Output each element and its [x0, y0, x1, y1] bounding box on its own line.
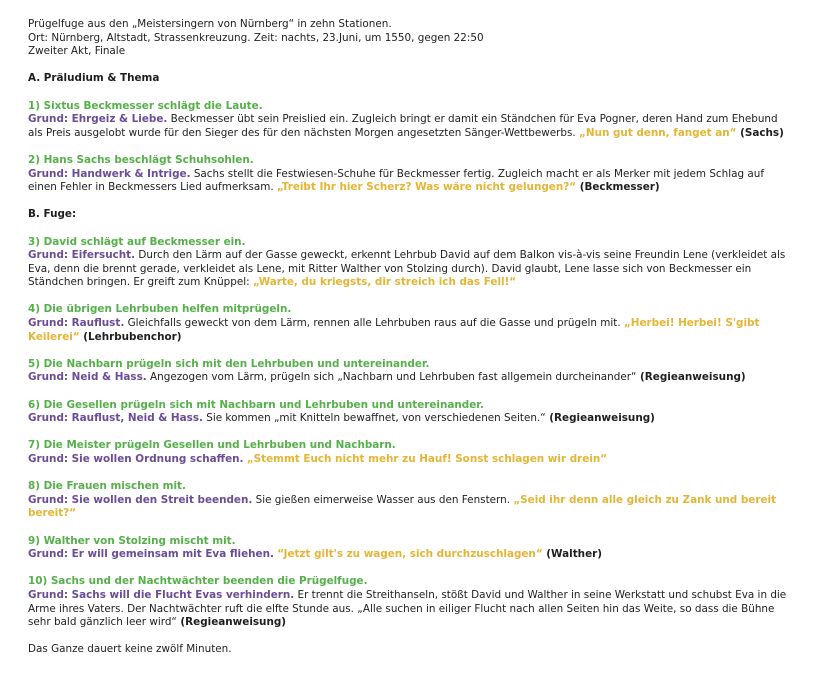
- station-body: [28, 113, 795, 140]
- station-body: [28, 249, 795, 290]
- section-a-heading: A. Präludium & Thema: [28, 72, 160, 85]
- station-speaker: (Walther): [542, 548, 602, 561]
- station-title: 5) Die Nachbarn prügeln sich mit den Lehrbuben und untereinander.: [28, 357, 430, 370]
- station-title: 7) Die Meister prügeln Gesellen und Lehrbuben und Nachbarn.: [28, 439, 396, 452]
- station: [28, 100, 795, 154]
- station: [28, 535, 795, 576]
- station-grund: Grund: Er will gemeinsam mit Eva fliehen.: [28, 548, 274, 561]
- station-title: 1) Sixtus Beckmesser schlägt die Laute.: [28, 99, 263, 112]
- station-quote: „Treibt Ihr hier Scherz? Was wäre nicht gelungen?“: [277, 181, 577, 194]
- station-body: [28, 589, 795, 630]
- station-grund: Grund: Ehrgeiz & Liebe.: [28, 113, 168, 126]
- station: [28, 480, 795, 534]
- header-line-1: Prügelfuge aus den „Meistersingern von Nürnberg“ in zehn Stationen.: [28, 18, 392, 30]
- station-quote: „Seid ihr denn alle gleich zu Zank und bereit bereit?“: [28, 493, 777, 520]
- station-text: Sachs stellt die Festwiesen-Schuhe für Beckmesser fertig. Zugleich macht er als Merker mit jedem Schlag auf einen Fehler in Beckmessers Lied aufmerksam.: [28, 167, 764, 194]
- station-text: Er trennt die Streithanseln, stößt David und Walther in seine Werkstatt und schubst Eva in die Arme ihres Vaters. Der Nachtwächter ruft die elfte Stunde aus. „Alle suchen in eiliger Flucht nach allen Seiten hin das Weite, so dass die Bühne sehr bald gänzlich leer wird“: [28, 588, 787, 629]
- station-title: 8) Die Frauen mischen mit.: [28, 480, 186, 493]
- station-speaker: (Lehrbubenchor): [79, 330, 182, 343]
- station-speaker: (Sachs): [736, 126, 784, 139]
- station-title: 4) Die übrigen Lehrbuben helfen mitprügeln.: [28, 303, 292, 316]
- station-quote: „Herbei! Herbei! S'gibt Keilerei“: [28, 317, 760, 343]
- station-speaker: (Beckmesser): [576, 181, 660, 194]
- station-grund: Grund: Eifersucht.: [28, 249, 136, 262]
- station-body: [28, 317, 795, 344]
- station-text: Durch den Lärm auf der Gasse geweckt, erkennt Lehrbub David auf dem Balkon vis-à-vis seine Freundin Lene (verkleidet als Eva, denn die brennt gerade, verkleidet als Lene, mit Ritter Walther von Stolzing durch). David glaubt, Lene lasse sich von Beckmesser ein Ständchen bringen. Er greift zum Knüppel:: [28, 249, 786, 289]
- station-grund: Grund: Sachs will die Flucht Evas verhindern.: [28, 588, 295, 601]
- station: [28, 303, 795, 357]
- station-body: [28, 168, 795, 195]
- station: [28, 439, 795, 480]
- header-line-3: Zweiter Akt, Finale: [28, 45, 126, 58]
- station-title: 10) Sachs und der Nachtwächter beenden die Prügelfuge.: [28, 575, 368, 588]
- station-title: 6) Die Gesellen prügeln sich mit Nachbarn und Lehrbuben und untereinander.: [28, 398, 484, 411]
- station-body: [28, 412, 795, 426]
- station-speaker: (Regieanweisung): [176, 616, 287, 629]
- station-speaker: (Regieanweisung): [636, 371, 746, 384]
- station-body: [28, 453, 795, 467]
- station-body: [28, 371, 795, 385]
- station: [28, 154, 795, 208]
- station-grund: Grund: Sie wollen den Streit beenden.: [28, 493, 253, 506]
- station-grund: Grund: Sie wollen Ordnung schaffen.: [28, 453, 244, 465]
- station-text: Angezogen vom Lärm, prügeln sich „Nachbarn und Lehrbuben fast allgemein durcheinander“: [146, 371, 637, 384]
- station-quote: „Stemmt Euch nicht mehr zu Hauf! Sonst schlagen wir drein“: [246, 453, 608, 465]
- station-grund: Grund: Rauflust.: [28, 317, 125, 330]
- station-grund: Grund: Neid & Hass.: [28, 371, 147, 384]
- header-line-2: Ort: Nürnberg, Altstadt, Strassenkreuzung. Zeit: nachts, 23.Juni, um 1550, gegen 22:50: [28, 31, 484, 44]
- station-title: 9) Walther von Stolzing mischt mit.: [28, 534, 236, 547]
- station-grund: Grund: Handwerk & Intrige.: [28, 167, 191, 180]
- station-quote: “Jetzt gilt's zu wagen, sich durchzuschlagen“: [277, 548, 543, 561]
- station-text: Sie gießen eimerweise Wasser aus den Fenstern.: [252, 493, 514, 506]
- station-quote: „Nun gut denn, fanget an“: [579, 126, 737, 139]
- station-body: [28, 548, 795, 562]
- station-title: 3) David schlägt auf Beckmesser ein.: [28, 235, 246, 248]
- station-body: [28, 494, 795, 521]
- section-b-heading: B. Fuge:: [28, 208, 77, 221]
- station: [28, 358, 795, 399]
- footer-note: Das Ganze dauert keine zwölf Minuten.: [28, 643, 232, 656]
- station-text: Sie kommen „mit Knitteln bewaffnet, von verschiedenen Seiten.“: [202, 412, 546, 425]
- station-grund: Grund: Rauflust, Neid & Hass.: [28, 412, 203, 425]
- station-text: Beckmesser übt sein Preislied ein. Zugleich bringt er damit ein Ständchen für Eva Pogner, deren Hand zum Ehebund als Preis ausgelobt wurde für den Sieger des für den nächsten Morgen angesetzten Sänger-Wettbewerbs.: [28, 113, 778, 139]
- station: [28, 575, 795, 643]
- station-quote: „Warte, du kriegsts, dir streich ich das Fell!“: [252, 276, 517, 289]
- station-speaker: (Regieanweisung): [545, 412, 655, 425]
- station-text: Gleichfalls geweckt von dem Lärm, rennen alle Lehrbuben raus auf die Gasse und prügeln mit.: [124, 317, 624, 330]
- station: [28, 399, 795, 440]
- station-title: 2) Hans Sachs beschlägt Schuhsohlen.: [28, 153, 254, 166]
- station: [28, 236, 795, 304]
